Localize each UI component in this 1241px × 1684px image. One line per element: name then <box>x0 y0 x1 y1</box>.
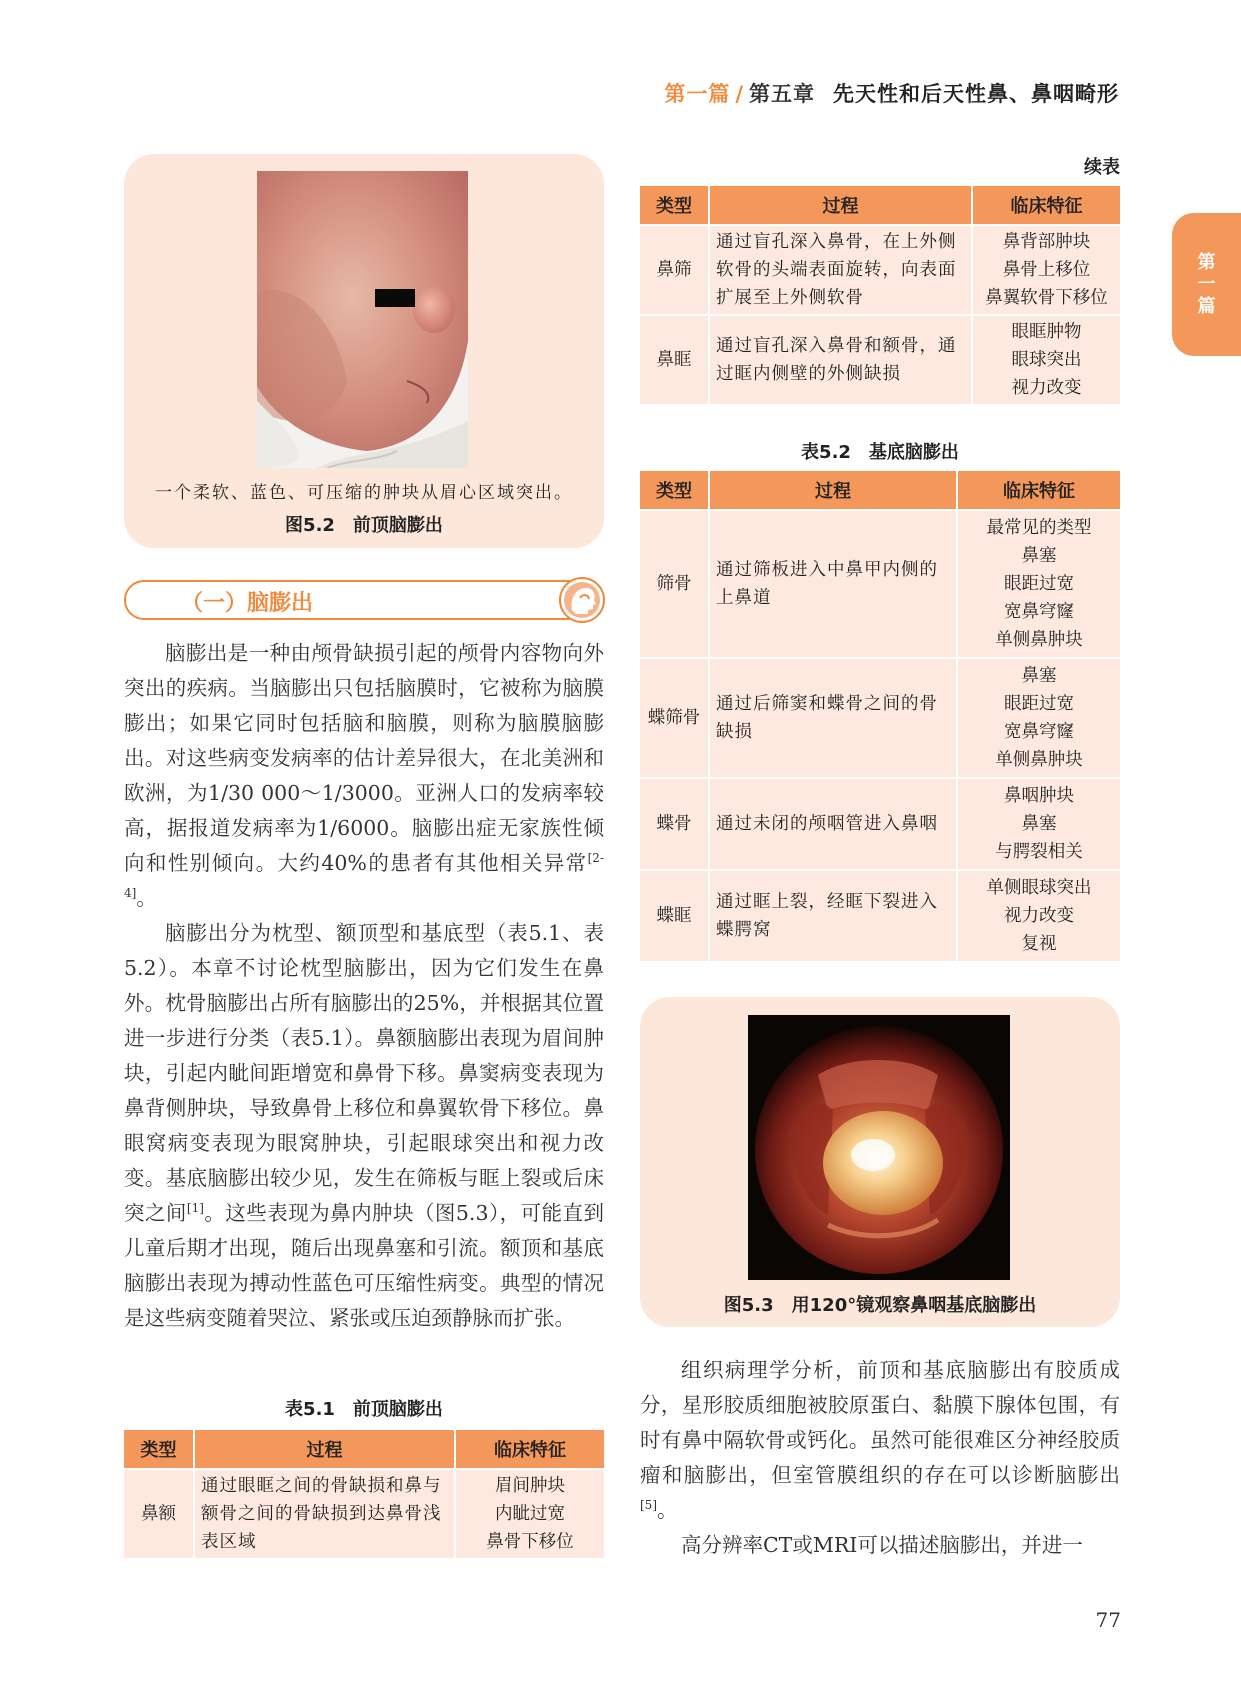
infant-photo <box>257 171 468 468</box>
paragraph-text: 脑膨出是一种由颅骨缺损引起的颅骨内容物向外突出的疾病。当脑膨出只包括脑膜时，它被称为脑膜膨出；如果它同时包括脑和脑膜，则称为脑膜脑膨出。对这些病变发病率的估计差异很大，在北美洲和欧洲，为1/30 000～1/3000。亚洲人口的发病率较高，据报道发病率为1/6000。脑膨出症无家族性倾向和性别倾向。大约40%的患者有其他相关异常 <box>124 641 604 875</box>
figure-5-3-caption: 图5.3 用120°镜观察鼻咽基底脑膨出 <box>723 1295 1037 1316</box>
clinical-cell <box>456 1468 604 1558</box>
clinical-item: 眼球突出 <box>1011 350 1082 370</box>
column-header: 类型 <box>640 186 710 224</box>
side-tab-char: 第 <box>1197 251 1216 273</box>
paragraph-text: 。这些表现为鼻内肿块（图5.3），可能直到儿童后期才出现，随后出现鼻塞和引流。额顶和基底脑膨出表现为搏动性蓝色可压缩性病变。典型的情况是这些病变随着哭泣、紧张或压迫颈静脉而扩张。 <box>124 1201 604 1330</box>
clinical-item: 鼻塞 <box>1021 666 1057 686</box>
running-header <box>664 78 1119 108</box>
part-side-tab <box>1172 213 1241 356</box>
type-cell: 鼻眶 <box>640 314 710 404</box>
clinical-item: 鼻骨上移位 <box>1002 260 1091 280</box>
endoscopic-photo <box>748 1015 1010 1280</box>
column-header: 临床特征 <box>958 471 1120 509</box>
header-title: 先天性和后天性鼻、鼻咽畸形 <box>833 82 1119 106</box>
clinical-item: 与腭裂相关 <box>995 842 1083 862</box>
clinical-cell <box>958 869 1120 961</box>
process-cell: 通过眶上裂，经眶下裂进入蝶腭窝 <box>710 869 958 961</box>
clinical-item: 鼻咽肿块 <box>1004 786 1074 806</box>
process-cell: 通过盲孔深入鼻骨，在上外侧软骨的头端表面旋转，向表面扩展至上外侧软骨 <box>710 224 973 314</box>
paragraph-text: 。 <box>657 1498 678 1522</box>
side-tab-char: 一 <box>1197 273 1216 295</box>
type-cell: 鼻筛 <box>640 224 710 314</box>
figure-5-2 <box>124 154 604 548</box>
clinical-cell <box>958 509 1120 657</box>
figure-5-3 <box>640 997 1120 1327</box>
type-cell: 蝶筛骨 <box>640 657 710 777</box>
table-row <box>640 869 1120 961</box>
process-cell: 通过筛板进入中鼻甲内侧的上鼻道 <box>710 509 958 657</box>
right-body-text <box>640 1353 1120 1563</box>
clinical-item: 最常见的类型 <box>986 518 1092 538</box>
column-header: 过程 <box>195 1430 456 1468</box>
paragraph-text: 组织病理学分析，前顶和基底脑膨出有胶质成分，星形胶质细胞被胶原蛋白、黏膜下腺体包围，有时有鼻中隔软骨或钙化。虽然可能很难区分神经胶质瘤和脑膨出，但室管膜组织的存在可以诊断脑膨出 <box>640 1358 1120 1487</box>
citation: [2-4] <box>124 851 604 901</box>
section-title: （一）脑膨出 <box>181 591 314 616</box>
column-header: 临床特征 <box>973 186 1120 224</box>
table-5-1 <box>124 1430 604 1558</box>
table-5-1-caption: 表5.1 前顶脑膨出 <box>285 1399 443 1420</box>
page-number: 77 <box>1095 1608 1121 1632</box>
column-header: 类型 <box>640 471 710 509</box>
table-row <box>640 509 1120 657</box>
section-heading <box>124 580 604 620</box>
clinical-item: 单侧鼻肿块 <box>995 750 1083 770</box>
type-cell: 蝶骨 <box>640 777 710 869</box>
citation: [1] <box>186 1201 204 1216</box>
table-row <box>124 1468 604 1558</box>
header-part: 第一篇 <box>664 82 731 106</box>
clinical-item: 鼻背部肿块 <box>1002 232 1091 252</box>
paragraph <box>124 636 604 916</box>
type-cell: 筛骨 <box>640 509 710 657</box>
type-cell: 蝶眶 <box>640 869 710 961</box>
table-row <box>640 314 1120 404</box>
head-profile-icon <box>558 576 606 624</box>
clinical-item: 鼻塞 <box>1021 814 1057 834</box>
clinical-item: 眼眶肿物 <box>1011 322 1082 342</box>
clinical-cell <box>973 314 1120 404</box>
paragraph <box>640 1353 1120 1528</box>
column-header: 过程 <box>710 186 973 224</box>
clinical-item: 眼距过宽 <box>1004 574 1074 594</box>
citation: [5] <box>640 1498 657 1513</box>
table-row <box>640 657 1120 777</box>
table-5-2-caption: 表5.2 基底脑膨出 <box>801 442 959 463</box>
column-header: 过程 <box>710 471 958 509</box>
clinical-item: 眼距过宽 <box>1004 694 1074 714</box>
left-body-text <box>124 636 604 1336</box>
continued-table-label: 续表 <box>1084 157 1120 178</box>
paragraph <box>124 916 604 1336</box>
clinical-item: 鼻塞 <box>1021 546 1057 566</box>
process-cell: 通过未闭的颅咽管进入鼻咽 <box>710 777 958 869</box>
clinical-item: 眉间肿块 <box>495 1476 565 1496</box>
clinical-cell <box>973 224 1120 314</box>
process-cell: 通过盲孔深入鼻骨和额骨，通过眶内侧壁的外侧缺损 <box>710 314 973 404</box>
clinical-item: 鼻翼软骨下移位 <box>985 288 1108 308</box>
clinical-cell <box>958 777 1120 869</box>
paragraph-text: 。 <box>136 886 157 910</box>
table-5-1-continued <box>640 186 1120 404</box>
type-cell: 鼻额 <box>124 1468 195 1558</box>
process-cell: 通过后筛窦和蝶骨之间的骨缺损 <box>710 657 958 777</box>
clinical-item: 单侧鼻肿块 <box>995 630 1083 650</box>
header-chapter: 第五章 <box>749 82 815 106</box>
clinical-item: 复视 <box>1021 934 1057 954</box>
clinical-item: 单侧眼球突出 <box>986 878 1092 898</box>
side-tab-char: 篇 <box>1197 295 1216 317</box>
clinical-cell <box>958 657 1120 777</box>
clinical-item: 宽鼻穹窿 <box>1004 602 1074 622</box>
clinical-item: 视力改变 <box>1004 906 1074 926</box>
clinical-item: 鼻骨下移位 <box>486 1532 574 1552</box>
paragraph-text: 脑膨出分为枕型、额顶型和基底型（表5.1、表5.2）。本章不讨论枕型脑膨出，因为它们发生在鼻外。枕骨脑膨出占所有脑膨出的25%，并根据其位置进一步进行分类（表5.1）。鼻额脑膨出表现为眉间肿块，引起内眦间距增宽和鼻骨下移。鼻窦病变表现为鼻背侧肿块，导致鼻骨上移位和鼻翼软骨下移位。鼻眼窝病变表现为眼窝肿块，引起眼球突出和视力改变。基底脑膨出较少见，发生在筛板与眶上裂或后床突之间 <box>124 921 604 1225</box>
table-row <box>640 777 1120 869</box>
clinical-item: 内眦过宽 <box>495 1504 565 1524</box>
figure-5-2-note: 一个柔软、蓝色、可压缩的肿块从眉心区域突出。 <box>155 483 573 503</box>
header-separator: / <box>735 82 744 106</box>
clinical-item: 宽鼻穹窿 <box>1004 722 1074 742</box>
column-header: 临床特征 <box>456 1430 604 1468</box>
table-row <box>640 224 1120 314</box>
process-cell: 通过眼眶之间的骨缺损和鼻与额骨之间的骨缺损到达鼻骨浅表区域 <box>195 1468 456 1558</box>
paragraph: 高分辨率CT或MRI可以描述脑膨出，并进一 <box>681 1533 1083 1557</box>
column-header: 类型 <box>124 1430 195 1468</box>
table-5-2 <box>640 471 1120 961</box>
figure-5-2-caption: 图5.2 前顶脑膨出 <box>285 515 443 536</box>
clinical-item: 视力改变 <box>1011 378 1082 398</box>
